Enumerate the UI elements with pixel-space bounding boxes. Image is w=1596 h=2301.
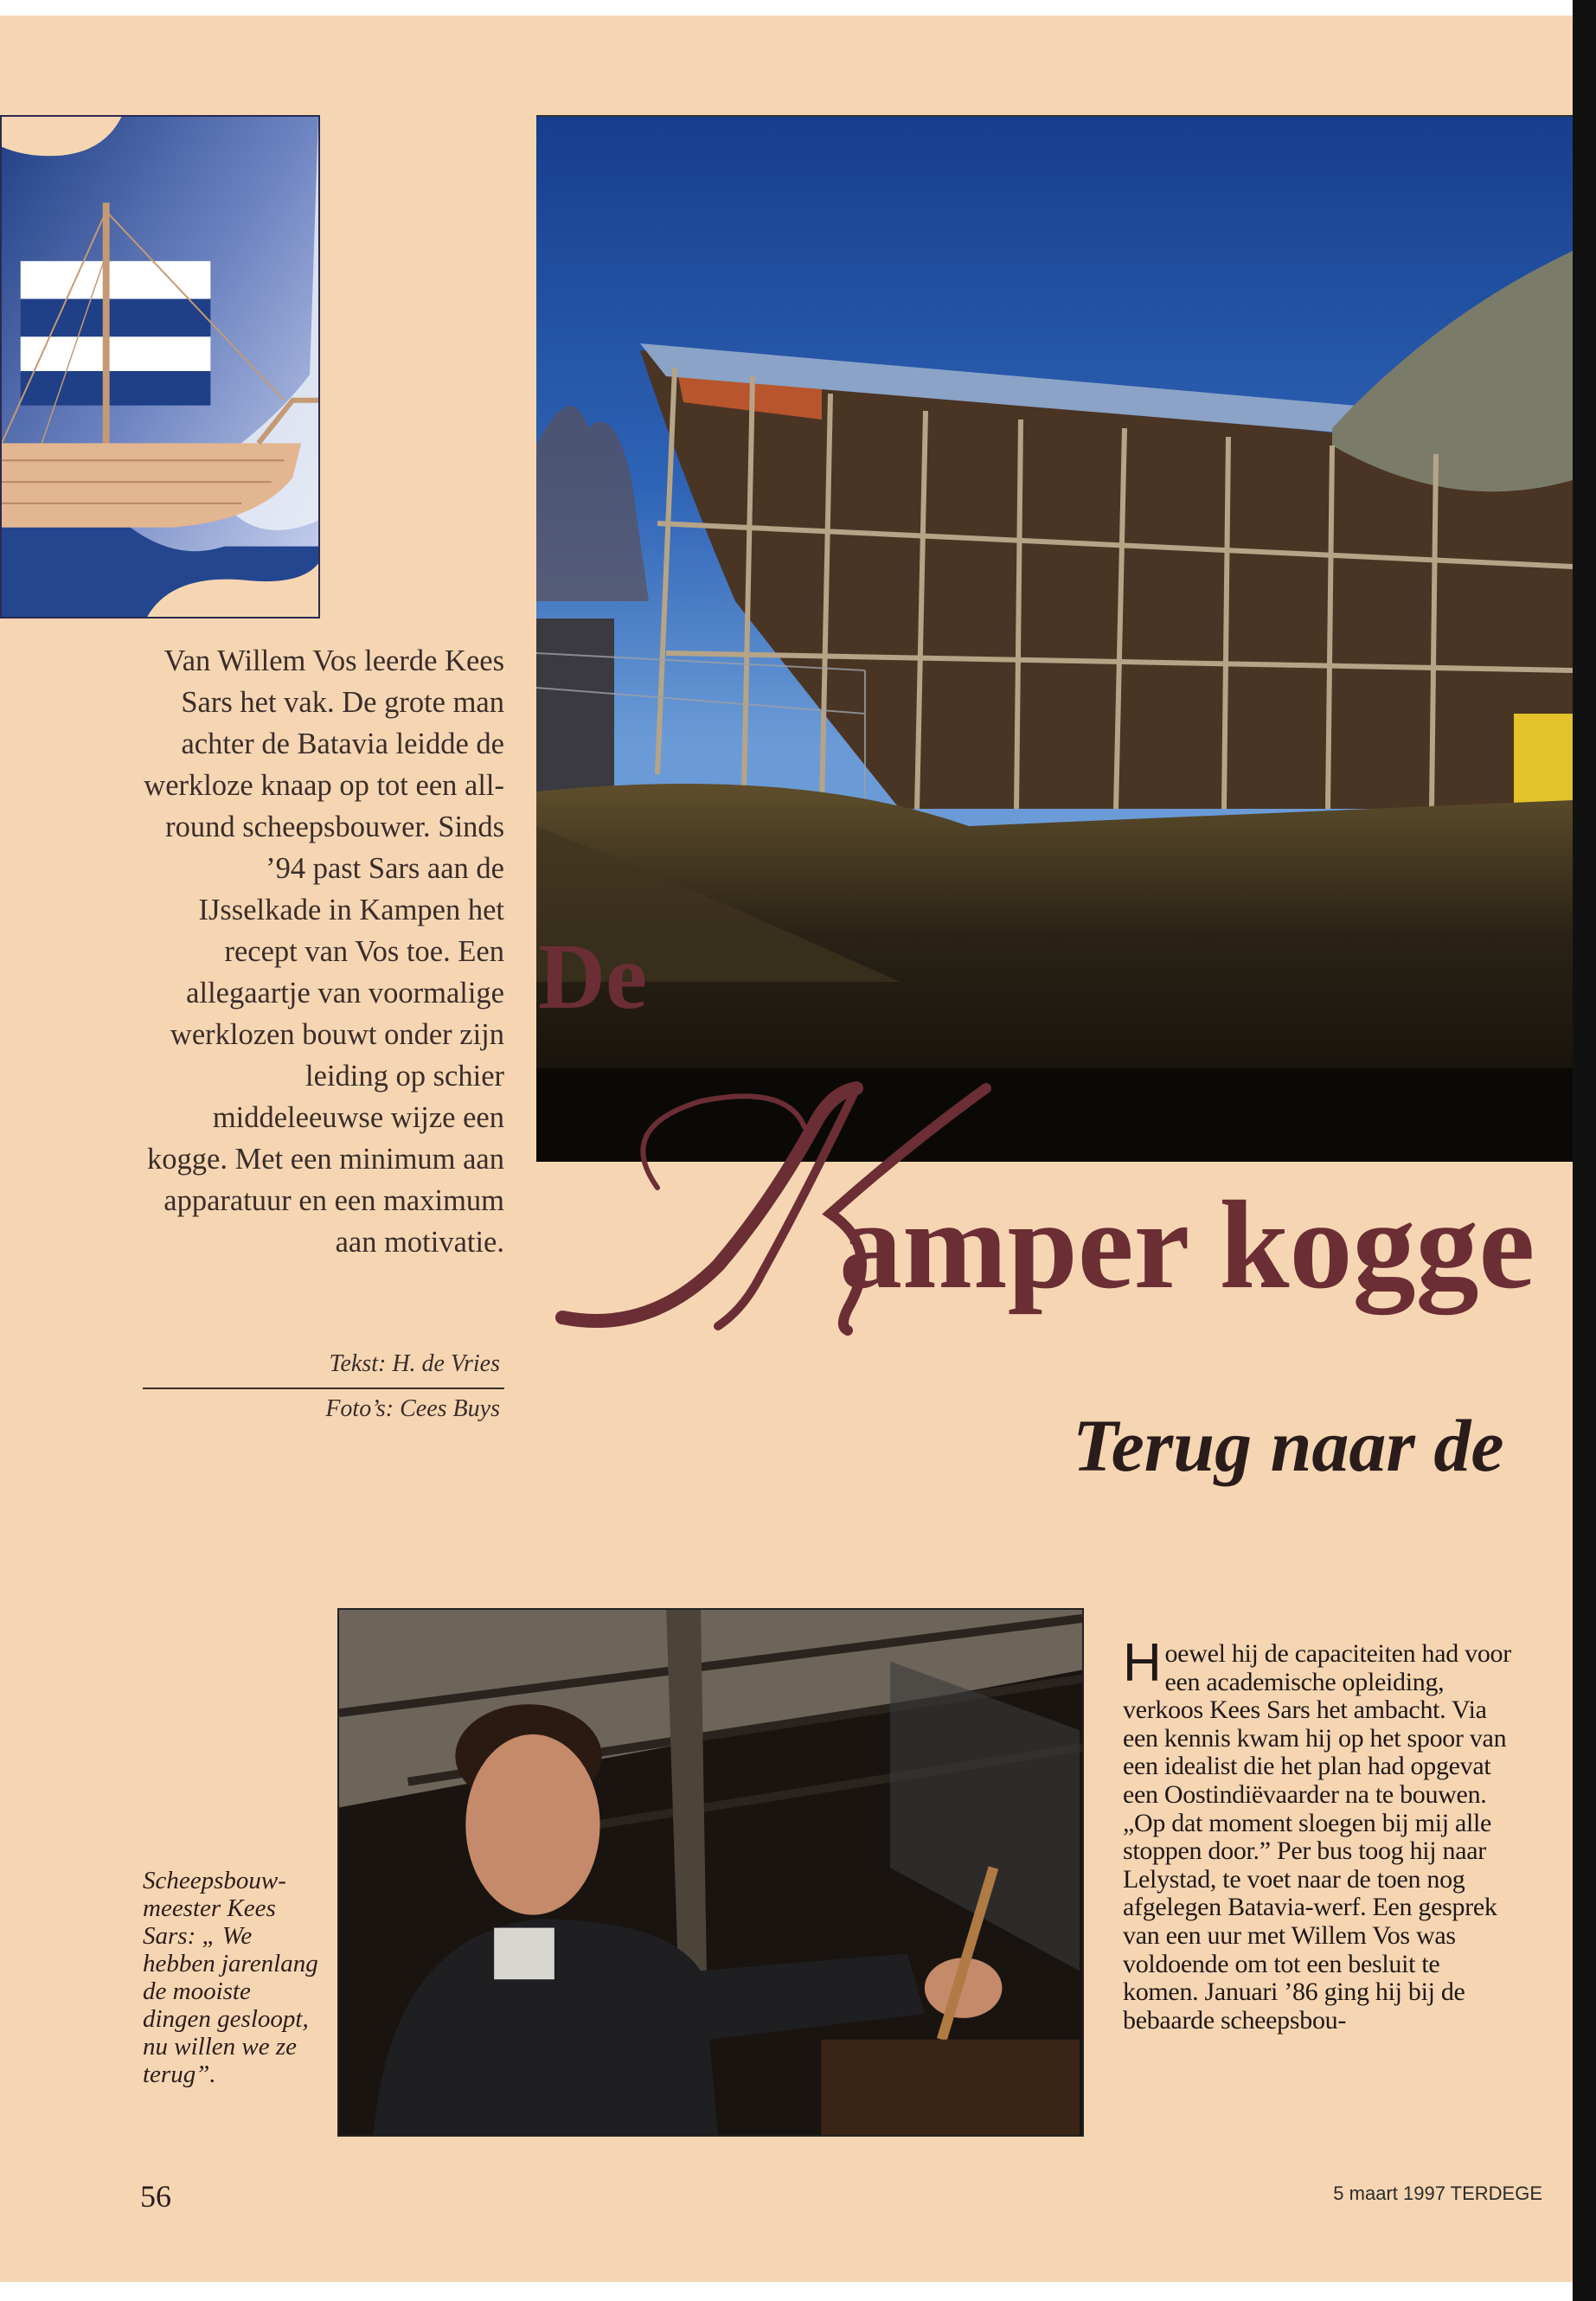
author-credit: Tekst: H. de Vries: [329, 1350, 500, 1377]
page-number: 56: [140, 2179, 171, 2214]
issue-footer: 5 maart 1997 TERDEGE: [1333, 2182, 1542, 2204]
article-body: [1123, 1633, 1512, 2035]
kogge-logo-illustration: [0, 115, 320, 619]
scan-edge: [1573, 0, 1596, 2301]
hero-photo-ship-under-construction: [536, 115, 1573, 1162]
subtitle: Terug naar de: [1073, 1404, 1504, 1487]
title-line-2: amper kogge: [839, 1175, 1535, 1315]
title-line-1: De: [538, 926, 647, 1029]
photo-credit: Foto’s: Cees Buys: [325, 1395, 500, 1422]
credit-divider: [143, 1388, 504, 1389]
portrait-photo-kees-sars: [337, 1608, 1084, 2137]
photo-caption: Scheepsbouw-meester Kees Sars: „ We hebben jarenlang de mooiste dingen gesloopt, nu willen we ze terug”.: [143, 1867, 318, 2088]
magazine-page: [0, 16, 1573, 2282]
drop-cap: H: [1123, 1633, 1162, 1693]
intro-paragraph: Van Willem Vos leerde Kees Sars het vak. De grote man achter de Batavia leidde de werkloze knaap op tot een all-round scheepsbouwer. Sinds ’94 past Sars aan de IJsselkade in Kampen het recept van Vos toe. Een allegaartje van voormalige werklozen bouwt onder zijn leiding op schier middeleeuwse wijze een kogge. Met een minimum aan apparatuur en een maximum aan motivatie.: [144, 644, 504, 1259]
article-body-text: oewel hij de capaciteiten had voor een academische opleiding, verkoos Kees Sars het ambacht. Via een kennis kwam hij op het spoor van een idealist die het plan had opgevat een Oostindiëvaarder na te bouwen. „Op dat moment sloegen bij mij alle stoppen door.” Per bus toog hij naar Lelystad, te voet naar de toen nog afgelegen Batavia-werf. Een gesprek van een uur met Willem Vos was voldoende om tot een besluit te komen. Januari ’86 ging hij bij de bebaarde scheepsbou-: [1123, 1639, 1511, 2035]
